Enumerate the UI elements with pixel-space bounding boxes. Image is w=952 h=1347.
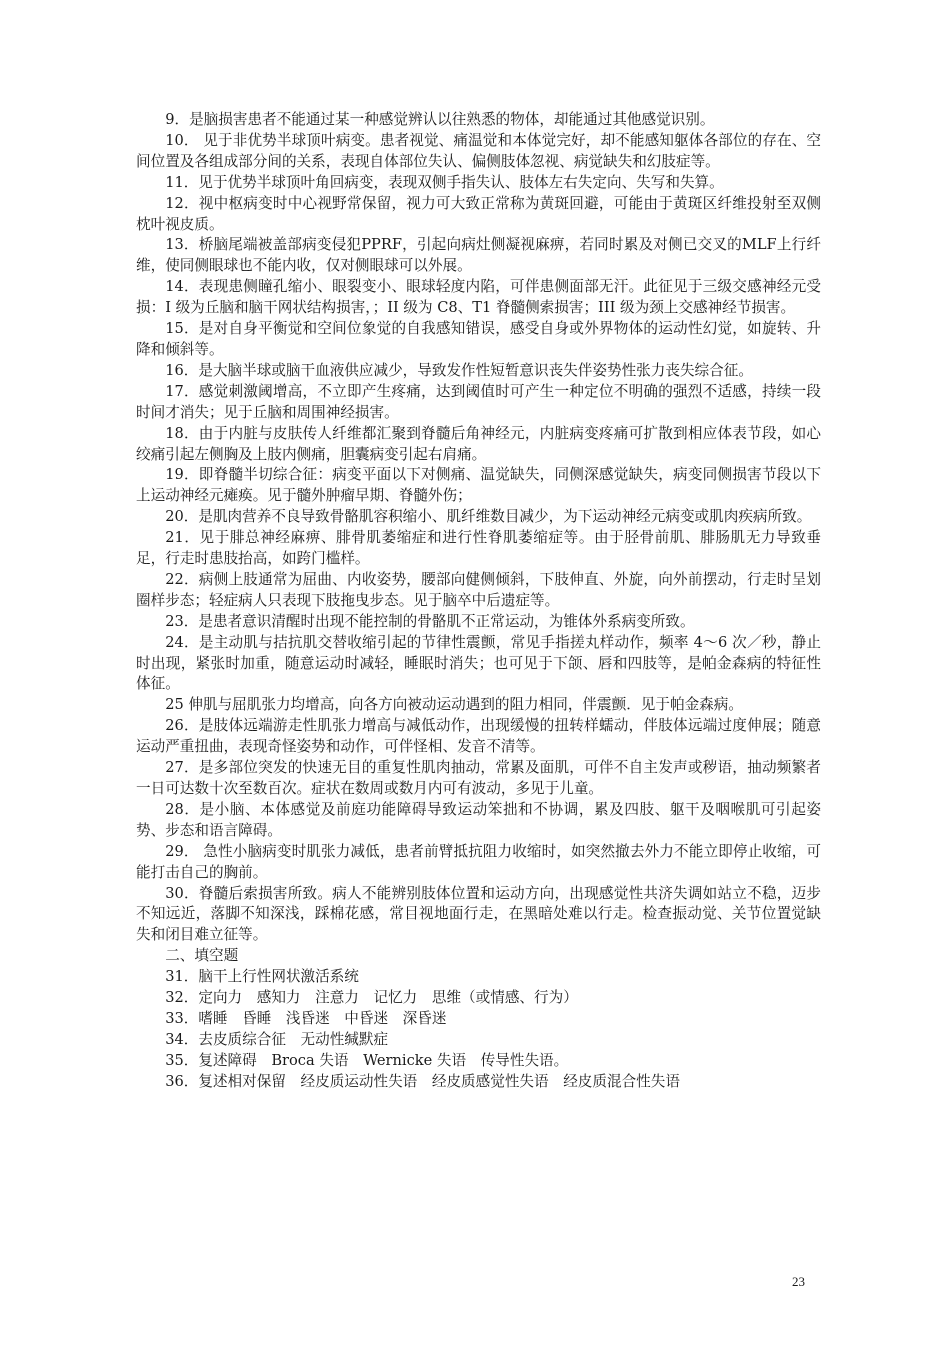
section-heading-fill-in: 二、填空题 bbox=[165, 947, 239, 965]
document-body bbox=[136, 110, 821, 1093]
paragraph-33: 33．嗜睡 昏睡 浅昏迷 中昏迷 深昏迷 bbox=[165, 1009, 447, 1027]
paragraph-10: 10． 见于非优势半球顶叶病变。患者视觉、痛温觉和本体觉完好，却不能感知躯体各部位的存在、空间位置及各组成部分间的关系，表现自体部位失认、偏侧肢体忽视、病觉缺失和幻肢症等。 bbox=[136, 131, 821, 170]
paragraph-22: 22．病侧上肢通常为屈曲、内收姿势，腰部向健侧倾斜，下肢伸直、外旋，向外前摆动，行走时呈划圈样步态；轻症病人只表现下肢拖曳步态。见于脑卒中后遗症等。 bbox=[136, 570, 821, 609]
paragraph-21: 21．见于腓总神经麻痹、腓骨肌萎缩症和进行性脊肌萎缩症等。由于胫骨前肌、腓肠肌无力导致垂足，行走时患肢抬高，如跨门槛样。 bbox=[136, 529, 821, 568]
paragraph-13: 13．桥脑尾端被盖部病变侵犯PPRF，引起向病灶侧凝视麻痹，若同时累及对侧已交叉的MLF上行纤维，使同侧眼球也不能内收，仅对侧眼球可以外展。 bbox=[136, 236, 821, 275]
paragraph-17: 17．感觉刺激阈增高，不立即产生疼痛，达到阈值时可产生一种定位不明确的强烈不适感，持续一段时间才消失；见于丘脑和周围神经损害。 bbox=[136, 382, 821, 421]
paragraph-29: 29． 急性小脑病变时肌张力减低，患者前臂抵抗阻力收缩时，如突然撤去外力不能立即停止收缩，可能打击自己的胸前。 bbox=[136, 842, 821, 881]
paragraph-16: 16．是大脑半球或脑干血液供应减少，导致发作性短暂意识丧失伴姿势性张力丧失综合征。 bbox=[165, 361, 753, 379]
paragraph-12: 12．视中枢病变时中心视野常保留，视力可大致正常称为黄斑回避，可能由于黄斑区纤维投射至双侧枕叶视皮质。 bbox=[136, 194, 821, 233]
paragraph-11: 11．见于优势半球顶叶角回病变，表现双侧手指失认、肢体左右失定向、失写和失算。 bbox=[165, 173, 724, 191]
paragraph-18: 18．由于内脏与皮肤传人纤维都汇聚到脊髓后角神经元，内脏病变疼痛可扩散到相应体表节段，如心绞痛引起左侧胸及上肢内侧痛，胆囊病变引起右肩痛。 bbox=[136, 424, 821, 463]
paragraph-30: 30．脊髓后索损害所致。病人不能辨别肢体位置和运动方向，出现感觉性共济失调如站立不稳，迈步不知远近，落脚不知深浅，踩棉花感，常目视地面行走，在黑暗处难以行走。检查振动觉、关节位置觉缺失和闭目难立征等。 bbox=[136, 884, 821, 944]
paragraph-19: 19．即脊髓半切综合征：病变平面以下对侧痛、温觉缺失，同侧深感觉缺失，病变同侧损害节段以下上运动神经元瘫痪。见于髓外肿瘤早期、脊髓外伤； bbox=[136, 466, 821, 505]
paragraph-25: 25 伸肌与屈肌张力均增高，向各方向被动运动遇到的阻力相同，伴震颤．见于帕金森病。 bbox=[165, 696, 743, 714]
paragraph-15: 15．是对自身平衡觉和空间位象觉的自我感知错误，感受自身或外界物体的运动性幻觉，如旋转、升降和倾斜等。 bbox=[136, 320, 821, 358]
paragraph-31: 31．脑干上行性网状激活系统 bbox=[165, 968, 359, 986]
paragraph-27: 27．是多部位突发的快速无目的重复性肌肉抽动，常累及面肌，可伴不自主发声或秽语，抽动频繁者一日可达数十次至数百次。症状在数周或数月内可有波动，多见于儿童。 bbox=[136, 759, 821, 797]
paragraph-32: 32．定向力 感知力 注意力 记忆力 思维（或情感、行为） bbox=[165, 989, 578, 1007]
paragraph-24: 24．是主动肌与拮抗肌交替收缩引起的节律性震颤，常见手指搓丸样动作，频率 4～6 次／秒，静止时出现，紧张时加重，随意运动时减轻，睡眠时消失；也可见于下颌、唇和四肢等，是帕金森病的特征性体征。 bbox=[136, 633, 821, 693]
paragraph-36: 36．复述相对保留 经皮质运动性失语 经皮质感觉性失语 经皮质混合性失语 bbox=[165, 1072, 680, 1090]
paragraph-26: 26．是肢体远端游走性肌张力增高与减低动作，出现缓慢的扭转样蠕动，伴肢体远端过度伸展；随意运动严重扭曲，表现奇怪姿势和动作，可伴怪相、发音不清等。 bbox=[136, 717, 821, 756]
paragraph-20: 20．是肌肉营养不良导致骨骼肌容积缩小、肌纤维数目减少，为下运动神经元病变或肌肉疾病所致。 bbox=[165, 508, 812, 526]
paragraph-28: 28．是小脑、本体感觉及前庭功能障碍导致运动笨拙和不协调，累及四肢、躯干及咽喉肌可引起姿势、步态和语言障碍。 bbox=[136, 800, 821, 839]
paragraph-14: 14．表现患侧瞳孔缩小、眼裂变小、眼球轻度内陷，可伴患侧面部无汗。此征见于三级交感神经元受损：I 级为丘脑和脑干网状结构损害，；II 级为 C8、T1 脊髓侧索损害；III 级为颈上交感神经节损害。 bbox=[136, 278, 821, 317]
paragraph-9: 9．是脑损害患者不能通过某一种感觉辨认以往熟悉的物体，却能通过其他感觉识别。 bbox=[165, 111, 715, 128]
paragraph-35: 35．复述障碍 Broca 失语 Wernicke 失语 传导性失语。 bbox=[165, 1051, 569, 1069]
page-number: 23 bbox=[792, 1274, 805, 1289]
paragraph-34: 34．去皮质综合征 无动性缄默症 bbox=[165, 1030, 389, 1048]
paragraph-23: 23．是患者意识清醒时出现不能控制的骨骼肌不正常运动，为锥体外系病变所致。 bbox=[165, 612, 695, 630]
